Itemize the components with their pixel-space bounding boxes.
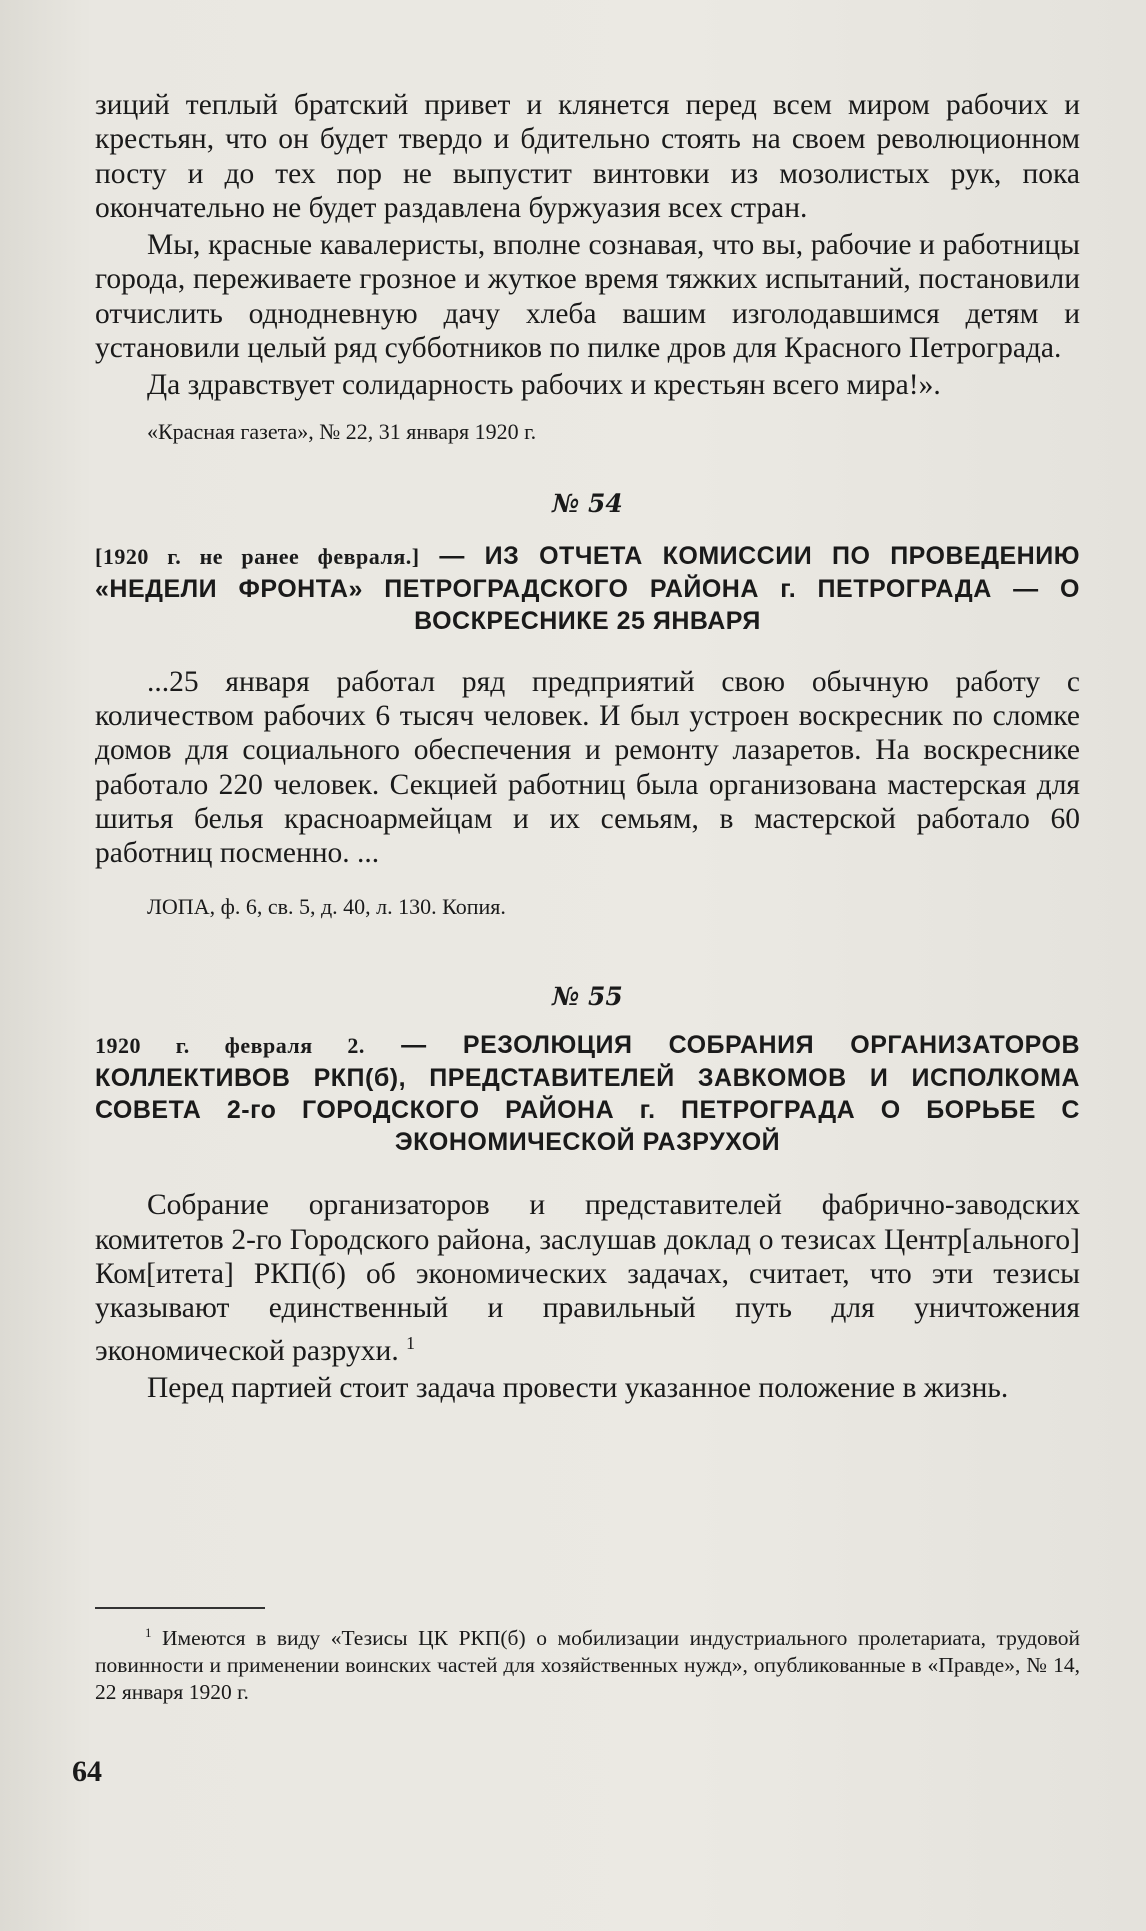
doc53-source: «Красная газета», № 22, 31 января 1920 г.: [147, 418, 537, 444]
doc53-continuation: зиций теплый братский привет и клянется перед всем миром рабочих и крестьян, что он будет твердо и бдительно стоять на своем революционном посту и до тех пор не выпустит винтовки из мозолистых рук, пока окончательно не будет раздавлена буржуазия всех стран.: [95, 89, 1080, 224]
doc54-heading: [95, 540, 1080, 637]
footnote-reference: 1: [406, 1332, 415, 1353]
footnote-mark: 1: [145, 1626, 152, 1640]
doc55-heading-text: — РЕЗОЛЮЦИЯ СОБРАНИЯ ОРГАНИЗАТОРОВ КОЛЛЕКТИВОВ РКП(б), ПРЕДСТАВИТЕЛЕЙ ЗАВКОМОВ И ИСПОЛКОМА СОВЕТА 2-го ГОРОДСКОГО РАЙОНА г. ПЕТРОГРАДА О БОРЬБЕ С ЭКОНОМИЧЕСКОЙ РАЗРУХОЙ: [95, 1031, 1080, 1157]
doc54-number: № 54: [552, 488, 623, 518]
doc54-body: ...25 января работал ряд предприятий свою обычную работу с количеством рабочих 6 тысяч человек. И был устроен воскресник по сломке домов для социального обеспечения и ремонту лазаретов. На воскреснике работало 220 человек. Секцией работниц была организована мастерская для шитья белья красноармейцам и их семьям, в мастерской работало 60 работниц посменно. ...: [95, 665, 1080, 870]
text-column: [95, 88, 1080, 1405]
footnote-text: Имеются в виду «Тезисы ЦК РКП(б) о мобилизации индустриального пролетариата, трудовой повинности и применении воинских частей для хозяйственных нужд», опубликованные в «Правде», № 14, 22 января 1920 г.: [95, 1626, 1080, 1705]
doc55-heading: [95, 1029, 1080, 1158]
doc55-paragraph-1-text: Собрание организаторов и представителей фабрично-заводских комитетов 2-го Городского района, заслушав доклад о тезисах Центр[ального] Ком[итета] РКП(б) об экономических задачах, считает, что эти тезисы указывают единственный и правильный путь для уничтожения экономической разрухи.: [95, 1189, 1080, 1367]
footnote: [95, 1620, 1080, 1706]
doc55-paragraph-2: Перед партией стоит задача провести указанное положение в жизнь.: [147, 1371, 1009, 1404]
doc55-paragraph-1: [95, 1188, 1080, 1367]
doc54-heading-text: — ИЗ ОТЧЕТА КОМИССИИ ПО ПРОВЕДЕНИЮ «НЕДЕЛИ ФРОНТА» ПЕТРОГРАДСКОГО РАЙОНА г. ПЕТРОГРАДА — О ВОСКРЕСНИКЕ 25 ЯНВАРЯ: [95, 541, 1080, 635]
doc53-paragraph-2: Мы, красные кавалеристы, вполне сознавая, что вы, рабочие и работницы города, переживаете грозное и жуткое время тяжких испытаний, постановили отчислить однодневную дачу хлеба вашим изголодавшимся детям и установили целый ряд субботников по пилке дров для Красного Петрограда.: [95, 229, 1080, 365]
footnote-block: [95, 1620, 1080, 1706]
doc55-heading-date: 1920 г. февраля 2.: [95, 1033, 365, 1059]
doc53-paragraph-3: Да здравствует солидарность рабочих и крестьян всего мира!».: [147, 369, 941, 402]
footnote-divider: [95, 1607, 265, 1609]
doc55-number: № 55: [552, 982, 623, 1012]
doc54-source: ЛОПА, ф. 6, св. 5, д. 40, л. 130. Копия.: [147, 894, 506, 920]
page-number: 64: [72, 1755, 102, 1788]
doc54-heading-date: [1920 г. не ранее февраля.]: [95, 543, 420, 569]
